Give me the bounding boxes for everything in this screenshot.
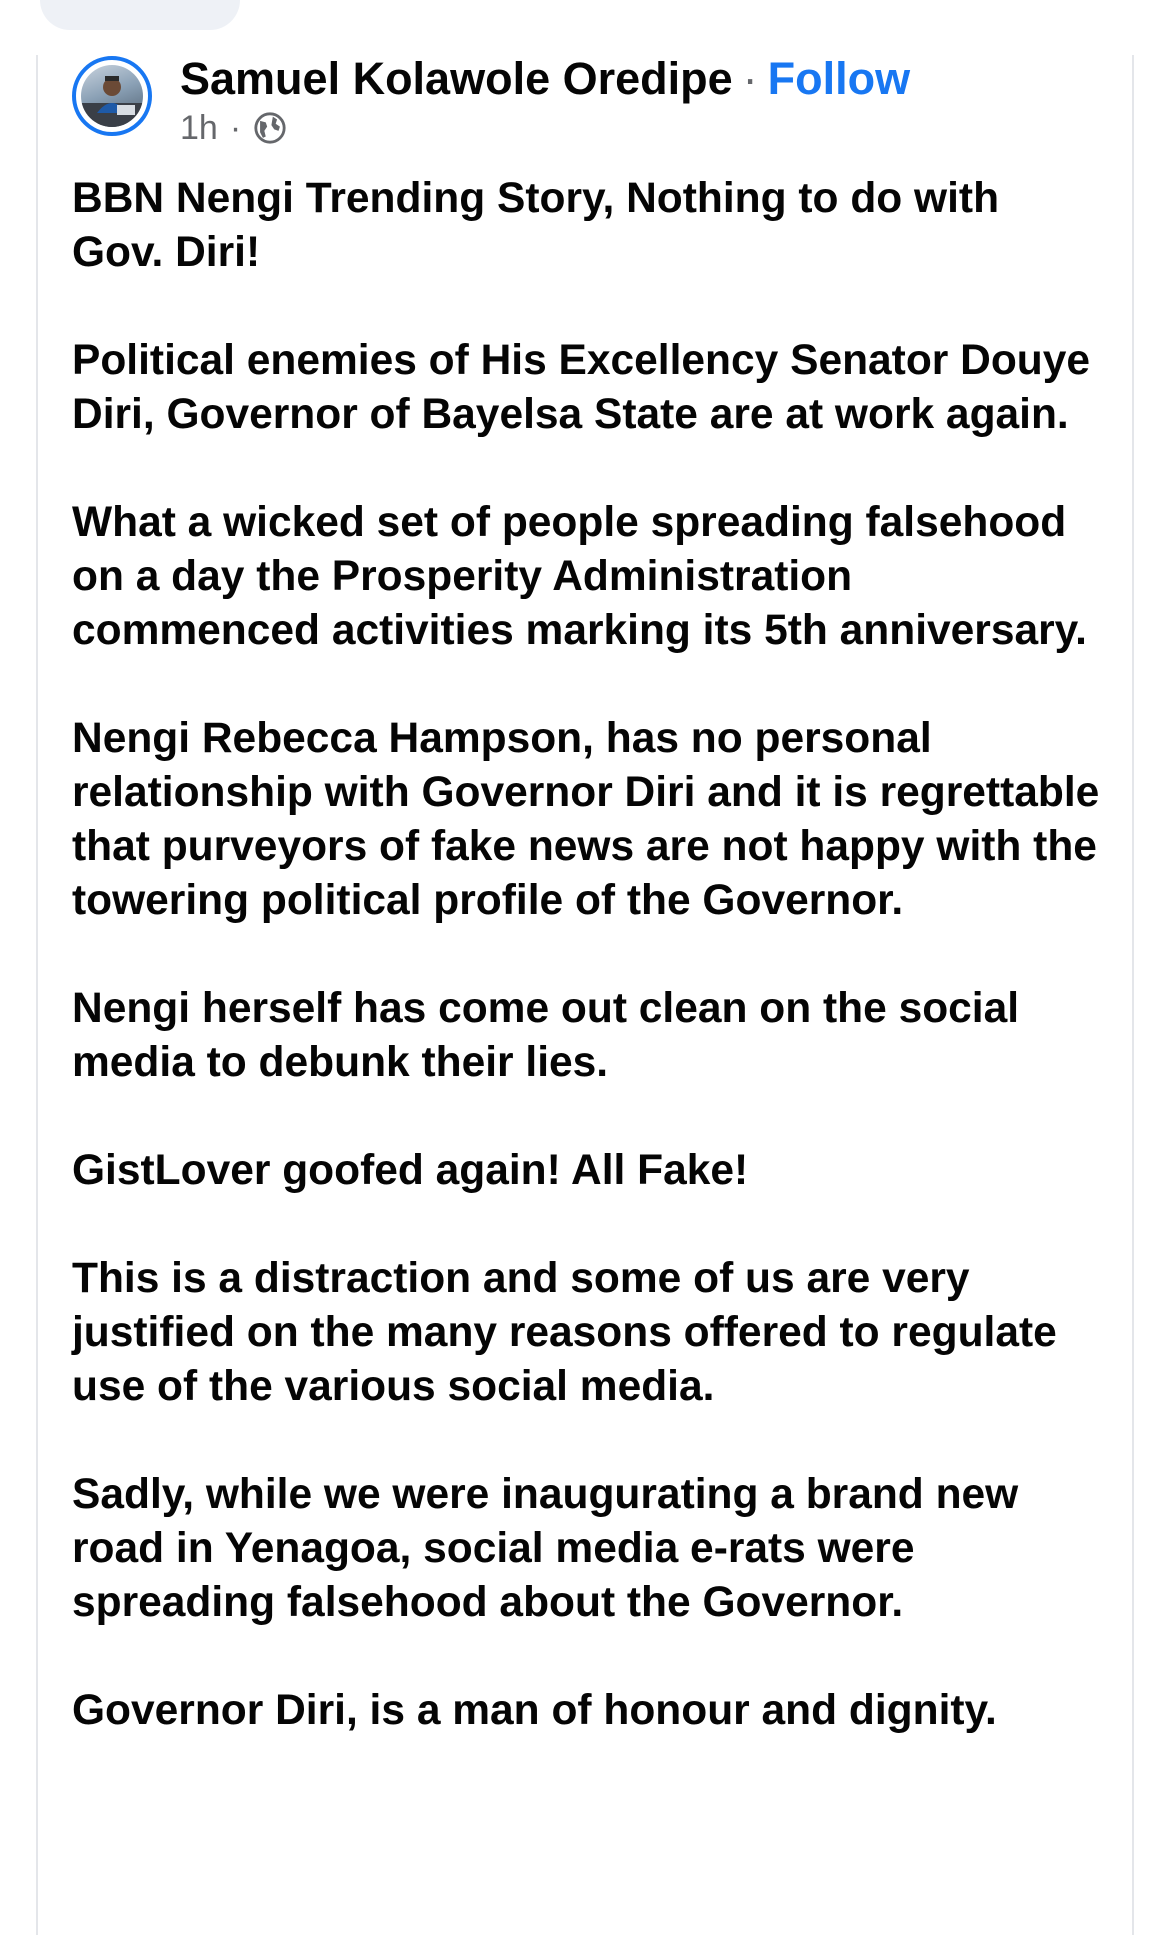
author-name[interactable]: Samuel Kolawole Oredipe: [180, 53, 733, 104]
post-time[interactable]: 1h: [180, 109, 218, 147]
post-paragraph: Nengi herself has come out clean on the social media to debunk their lies.: [72, 985, 1020, 1086]
post-header: [72, 52, 1072, 152]
post-meta: [180, 108, 287, 148]
avatar[interactable]: [72, 56, 152, 136]
post-paragraph: GistLover goofed again! All Fake!: [72, 1147, 749, 1194]
meta-separator: ·: [229, 109, 242, 147]
post-paragraph: Political enemies of His Excellency Senator Douye Diri, Governor of Bayelsa State are at work again.: [72, 337, 1091, 438]
top-pill-decoration: [40, 0, 240, 30]
post-paragraph: This is a distraction and some of us are very justified on the many reasons offered to regulate use of the various social media.: [72, 1255, 1057, 1410]
post-paragraph: Sadly, while we were inaugurating a brand new road in Yenagoa, social media e-rats were spreading falsehood about the Governor.: [72, 1471, 1019, 1626]
post-paragraph: What a wicked set of people spreading falsehood on a day the Prosperity Administration commenced activities marking its 5th anniversary.: [72, 499, 1087, 654]
author-row: [180, 52, 910, 106]
avatar-photo: [81, 65, 143, 127]
name-separator: ·: [742, 53, 758, 104]
globe-icon: [253, 111, 287, 145]
post-paragraph: Governor Diri, is a man of honour and dignity.: [72, 1687, 997, 1734]
post-body: [72, 172, 1102, 1792]
follow-button[interactable]: Follow: [767, 53, 911, 104]
post-paragraph: BBN Nengi Trending Story, Nothing to do with Gov. Diri!: [72, 175, 1000, 276]
post-paragraph: Nengi Rebecca Hampson, has no personal relationship with Governor Diri and it is regrettable that purveyors of fake news are not happy with the towering political profile of the Governor.: [72, 715, 1100, 924]
